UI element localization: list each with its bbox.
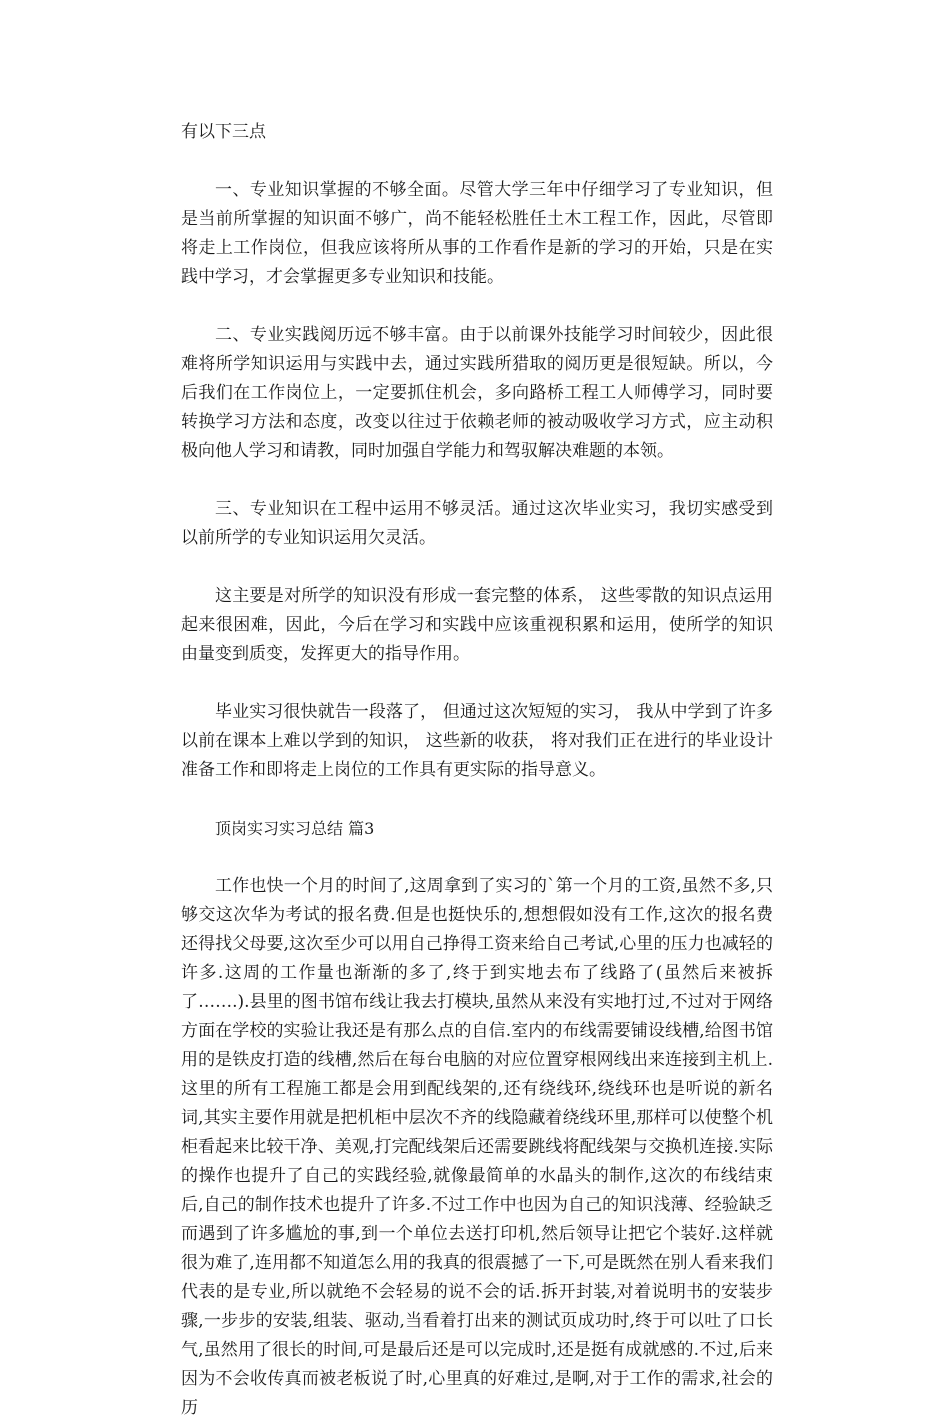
paragraph-conclusion: 毕业实习很快就告一段落了， 但通过这次短短的实习， 我从中学到了许多以前在课本上难以学到的知识， 这些新的收获， 将对我们正在进行的毕业设计准备工作和即将走上岗位的工作具有更实际的指导意义。 [181,702,773,780]
document-page [181,118,773,1423]
spacer [181,843,773,872]
paragraph-point-1: 一、专业知识掌握的不够全面。尽管大学三年中仔细学习了专业知识，但是当前所掌握的知识面不够广，尚不能轻松胜任土木工程工作，因此，尽管即将走上工作岗位，但我应该将所从事的工作看作是新的学习的开始，只是在实践中学习，才会掌握更多专业知识和技能。 [181,180,773,287]
spacer [181,292,773,321]
paragraph-work-log: 工作也快一个月的时间了,这周拿到了实习的`第一个月的工资,虽然不多,只够交这次华为考试的报名费.但是也挺快乐的,想想假如没有工作,这次的报名费还得找父母要,这次至少可以用自己挣得工资来给自己考试,心里的压力也减轻的许多.这周的工作量也渐渐的多了,终于到实地去布了线路了(虽然后来被拆了…….).县里的图书馆布线让我去打模块,虽然从来没有实地打过,不过对于网络方面在学校的实验让我还是有那么点的自信.室内的布线需要铺设线槽,给图书馆用的是铁皮打造的线槽,然后在每台电脑的对应位置穿根网线出来连接到主机上.这里的所有工程施工都是会用到配线架的,还有绕线环,绕线环也是听说的新名词,其实主要作用就是把机柜中层次不齐的线隐藏着绕线环里,那样可以使整个机柜看起来比较干净、美观,打完配线架后还需要跳线将配线架与交换机连接.实际的操作也提升了自己的实践经验,就像最简单的水晶头的制作,这次的布线结束后,自己的制作技术也提升了许多.不过工作中也因为自己的知识浅薄、经验缺乏而遇到了许多尴尬的事,到一个单位去送打印机,然后领导让把它个装好.这样就很为难了,连用都不知道怎么用的我真的很震撼了一下,可是既然在别人看来我们代表的是专业,所以就绝不会轻易的说不会的话.拆开封装,对着说明书的安装步骤,一步步的安装,组装、驱动,当看着打出来的测试页成功时,终于可以吐了口长气,虽然用了很长的时间,可是最后还是可以完成时,还是挺有成就感的.不过,后来因为不会收传真而被老板说了时,心里真的好难过,是啊,对于工作的需求,社会的历 [181,876,773,1418]
paragraph-point-3: 三、专业知识在工程中运用不够灵活。通过这次毕业实习，我切实感受到以前所学的专业知识运用欠灵活。 [181,499,773,548]
spacer [181,466,773,495]
section-heading: 顶岗实习实习总结 篇3 [215,819,375,838]
intro-line: 有以下三点 [181,122,266,142]
paragraph-point-2: 二、专业实践阅历远不够丰富。由于以前课外技能学习时间较少，因此很难将所学知识运用与实践中去，通过实践所猎取的阅历更是很短缺。所以，今后我们在工作岗位上，一定要抓住机会，多向路桥工程工人师傅学习，同时要转换学习方法和态度，改变以往过于依赖老师的被动吸收学习方式，应主动积极向他人学习和请教，同时加强自学能力和驾驭解决难题的本领。 [181,325,773,461]
spacer [181,147,773,176]
spacer [181,785,773,814]
spacer [181,669,773,698]
spacer [181,553,773,582]
paragraph-summary: 这主要是对所学的知识没有形成一套完整的体系， 这些零散的知识点运用起来很困难，因此，今后在学习和实践中应该重视积累和运用，使所学的知识由量变到质变，发挥更大的指导作用。 [181,586,773,664]
